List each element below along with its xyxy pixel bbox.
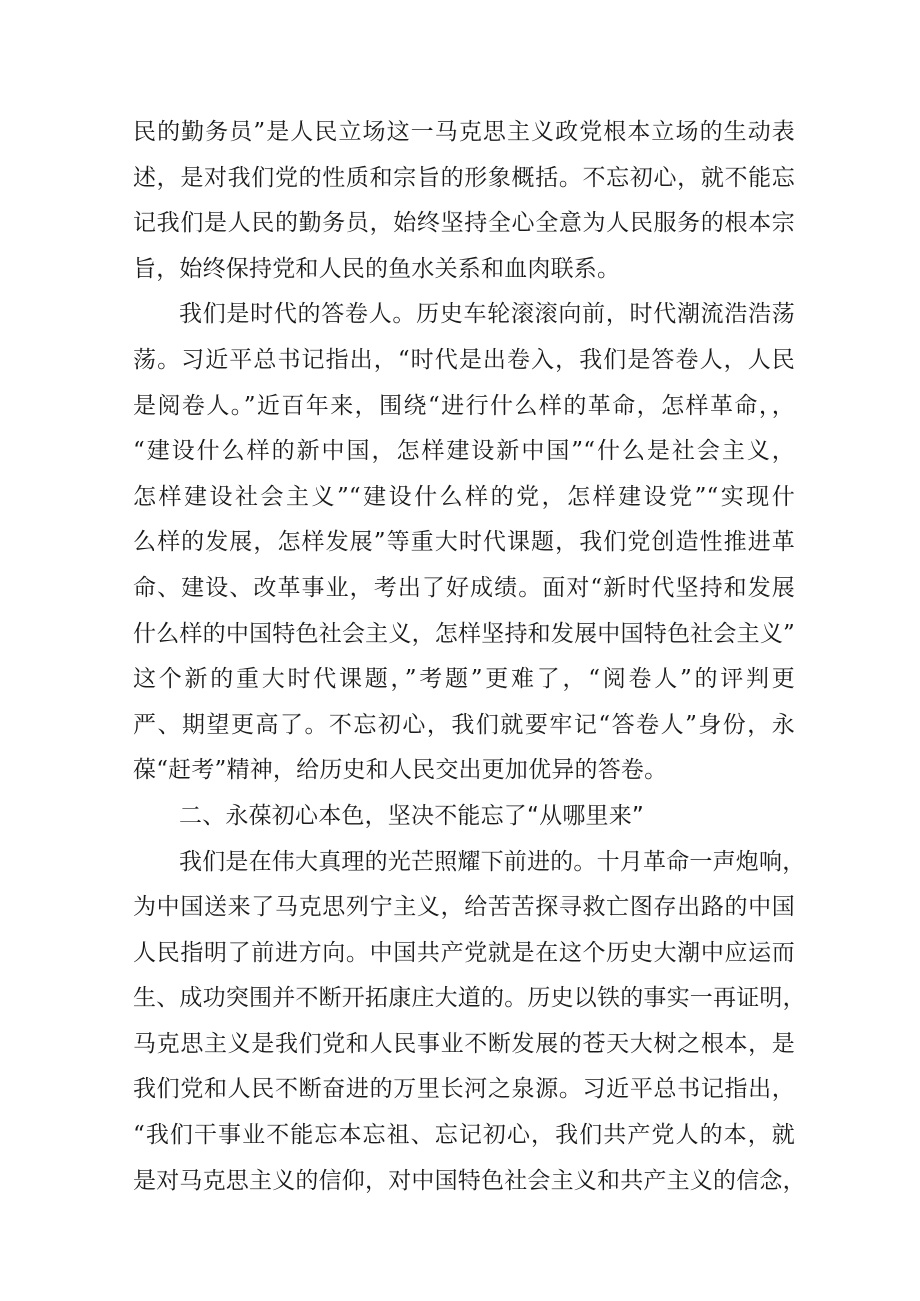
text-line: 我们是时代的答卷人。历史车轮滚滚向前，时代潮流浩浩荡 — [179, 301, 795, 328]
text-line: 我们党和人民不断奋进的万里长河之泉源。习近平总书记指出， — [133, 1076, 795, 1103]
paragraph — [133, 110, 795, 292]
text-line: 么样的发展，怎样发展”等重大时代课题，我们党创造性推进革 — [133, 529, 795, 556]
text-line: 民的勤务员”是人民立场这一马克思主义政党根本立场的生动表 — [133, 119, 795, 145]
text-line: 人民指明了前进方向。中国共产党就是在这个历史大潮中应运而 — [133, 939, 795, 966]
text-line: 严、期望更高了。不忘初心，我们就要牢记“答卷人”身份，永 — [133, 711, 795, 738]
text-line: “建设什么样的新中国，怎样建设新中国”“什么是社会主义， — [133, 438, 795, 465]
text-line: 旨，始终保持党和人民的鱼水关系和血肉联系。 — [133, 255, 621, 282]
text-line: 马克思主义是我们党和人民事业不断发展的苍天大树之根本，是 — [133, 1030, 795, 1057]
text-line: “我们干事业不能忘本忘祖、忘记初心，我们共产党人的本，就 — [133, 1122, 795, 1149]
text-line: 什么样的中国特色社会主义，怎样坚持和发展中国特色社会主义” — [133, 620, 795, 647]
text-line: 这个新的重大时代课题，”考题”更难了，“阅卷人”的评判更 — [133, 666, 795, 693]
text-line: 述，是对我们党的性质和宗旨的形象概括。不忘初心，就不能忘 — [133, 164, 795, 191]
text-line: 是对马克思主义的信仰，对中国特色社会主义和共产主义的信念， — [133, 1167, 806, 1194]
text-line: 命、建设、改革事业，考出了好成绩。面对“新时代坚持和发展 — [133, 574, 795, 601]
text-line: 为中国送来了马克思列宁主义，给苦苦探寻救亡图存出路的中国 — [133, 894, 795, 921]
section-heading — [133, 794, 795, 840]
text-line: 怎样建设社会主义”“建设什么样的党，怎样建设党”“实现什 — [133, 483, 795, 510]
text-line: 荡。习近平总书记指出，“时代是出卷入，我们是答卷人，人民 — [133, 346, 795, 373]
text-line: 记我们是人民的勤务员，始终坚持全心全意为人民服务的根本宗 — [133, 210, 795, 237]
paragraph — [133, 292, 795, 794]
heading-text: 二、永葆初心本色，坚决不能忘了“从哪里来” — [179, 802, 645, 829]
document-page — [133, 110, 806, 1204]
text-line: 我们是在伟大真理的光芒照耀下前进的。十月革命一声炮响， — [179, 848, 806, 875]
text-line: 葆“赶考”精神，给历史和人民交出更加优异的答卷。 — [133, 757, 668, 784]
text-line: 是阅卷人。”近百年来，围绕“进行什么样的革命，怎样革命，， — [133, 392, 795, 419]
paragraph — [133, 840, 806, 1205]
text-line: 生、成功突围并不断开拓康庄大道的。历史以铁的事实一再证明， — [133, 985, 806, 1012]
